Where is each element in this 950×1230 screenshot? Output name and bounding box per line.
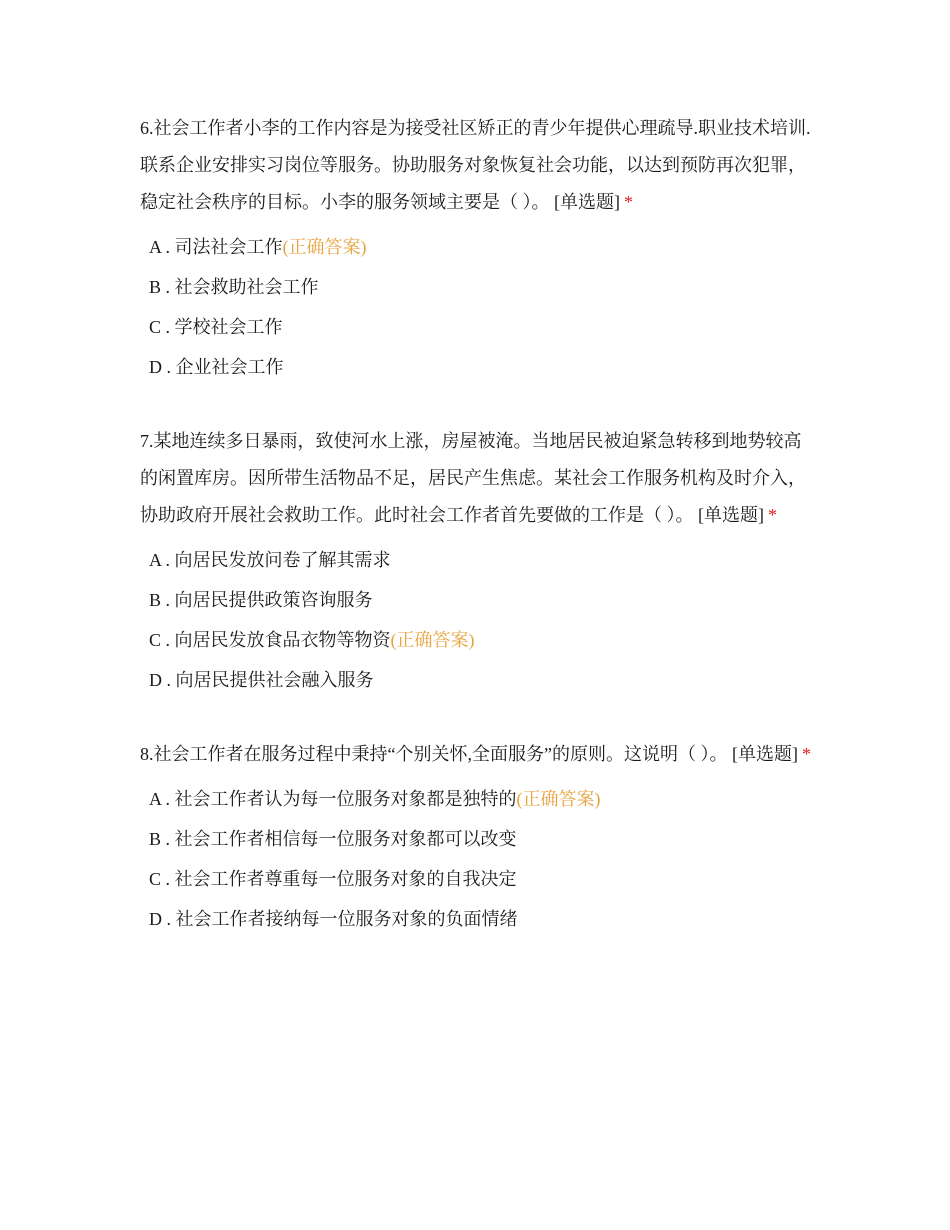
option-a <box>149 540 815 580</box>
question-stem-text: 8.社会工作者在服务过程中秉持“个别关怀,全面服务”的原则。这说明（ ）。 [单选题] <box>140 744 798 764</box>
question-6 <box>140 110 815 387</box>
option-b <box>149 819 815 859</box>
question-stem <box>140 110 815 221</box>
correct-answer-tag: (正确答案) <box>516 789 601 809</box>
question-stem <box>140 423 815 534</box>
question-8 <box>140 736 815 939</box>
option-text: B . 向居民提供政策咨询服务 <box>149 590 373 610</box>
option-text: B . 社会工作者相信每一位服务对象都可以改变 <box>149 829 517 849</box>
option-text: B . 社会救助社会工作 <box>149 277 319 297</box>
option-text: A . 司法社会工作 <box>149 237 283 257</box>
option-c <box>149 859 815 899</box>
question-stem-text: 7.某地连续多日暴雨，致使河水上涨，房屋被淹。当地居民被迫紧急转移到地势较高的闲置库房。因所带生活物品不足，居民产生焦虑。某社会工作服务机构及时介入，协助政府开展社会救助工作。此时社会工作者首先要做的工作是（ ）。 [单选题] <box>140 431 806 525</box>
option-text: A . 向居民发放问卷了解其需求 <box>149 550 391 570</box>
question-stem <box>140 736 815 773</box>
option-list <box>140 540 815 700</box>
option-a <box>149 227 815 267</box>
required-mark: * <box>801 744 811 764</box>
question-7 <box>140 423 815 700</box>
option-list <box>140 779 815 939</box>
option-text: C . 向居民发放食品衣物等物资 <box>149 630 391 650</box>
option-d <box>149 660 815 700</box>
option-b <box>149 267 815 307</box>
question-stem-text: 6.社会工作者小李的工作内容是为接受社区矫正的青少年提供心理疏导.职业技术培训.联系企业安排实习岗位等服务。协助服务对象恢复社会功能，以达到预防再次犯罪，稳定社会秩序的目标。小李的服务领域主要是（ ）。 [单选题] <box>140 118 811 212</box>
option-d <box>149 347 815 387</box>
option-text: C . 学校社会工作 <box>149 317 283 337</box>
correct-answer-tag: (正确答案) <box>282 237 367 257</box>
required-mark: * <box>624 192 633 212</box>
option-b <box>149 580 815 620</box>
option-text: D . 企业社会工作 <box>149 357 284 377</box>
option-a <box>149 779 815 819</box>
option-c <box>149 620 815 660</box>
required-mark: * <box>768 505 777 525</box>
option-text: C . 社会工作者尊重每一位服务对象的自我决定 <box>149 869 517 889</box>
option-c <box>149 307 815 347</box>
option-list <box>140 227 815 387</box>
option-text: D . 向居民提供社会融入服务 <box>149 670 374 690</box>
correct-answer-tag: (正确答案) <box>390 630 475 650</box>
option-text: D . 社会工作者接纳每一位服务对象的负面情绪 <box>149 909 518 929</box>
option-d <box>149 899 815 939</box>
option-text: A . 社会工作者认为每一位服务对象都是独特的 <box>149 789 517 809</box>
